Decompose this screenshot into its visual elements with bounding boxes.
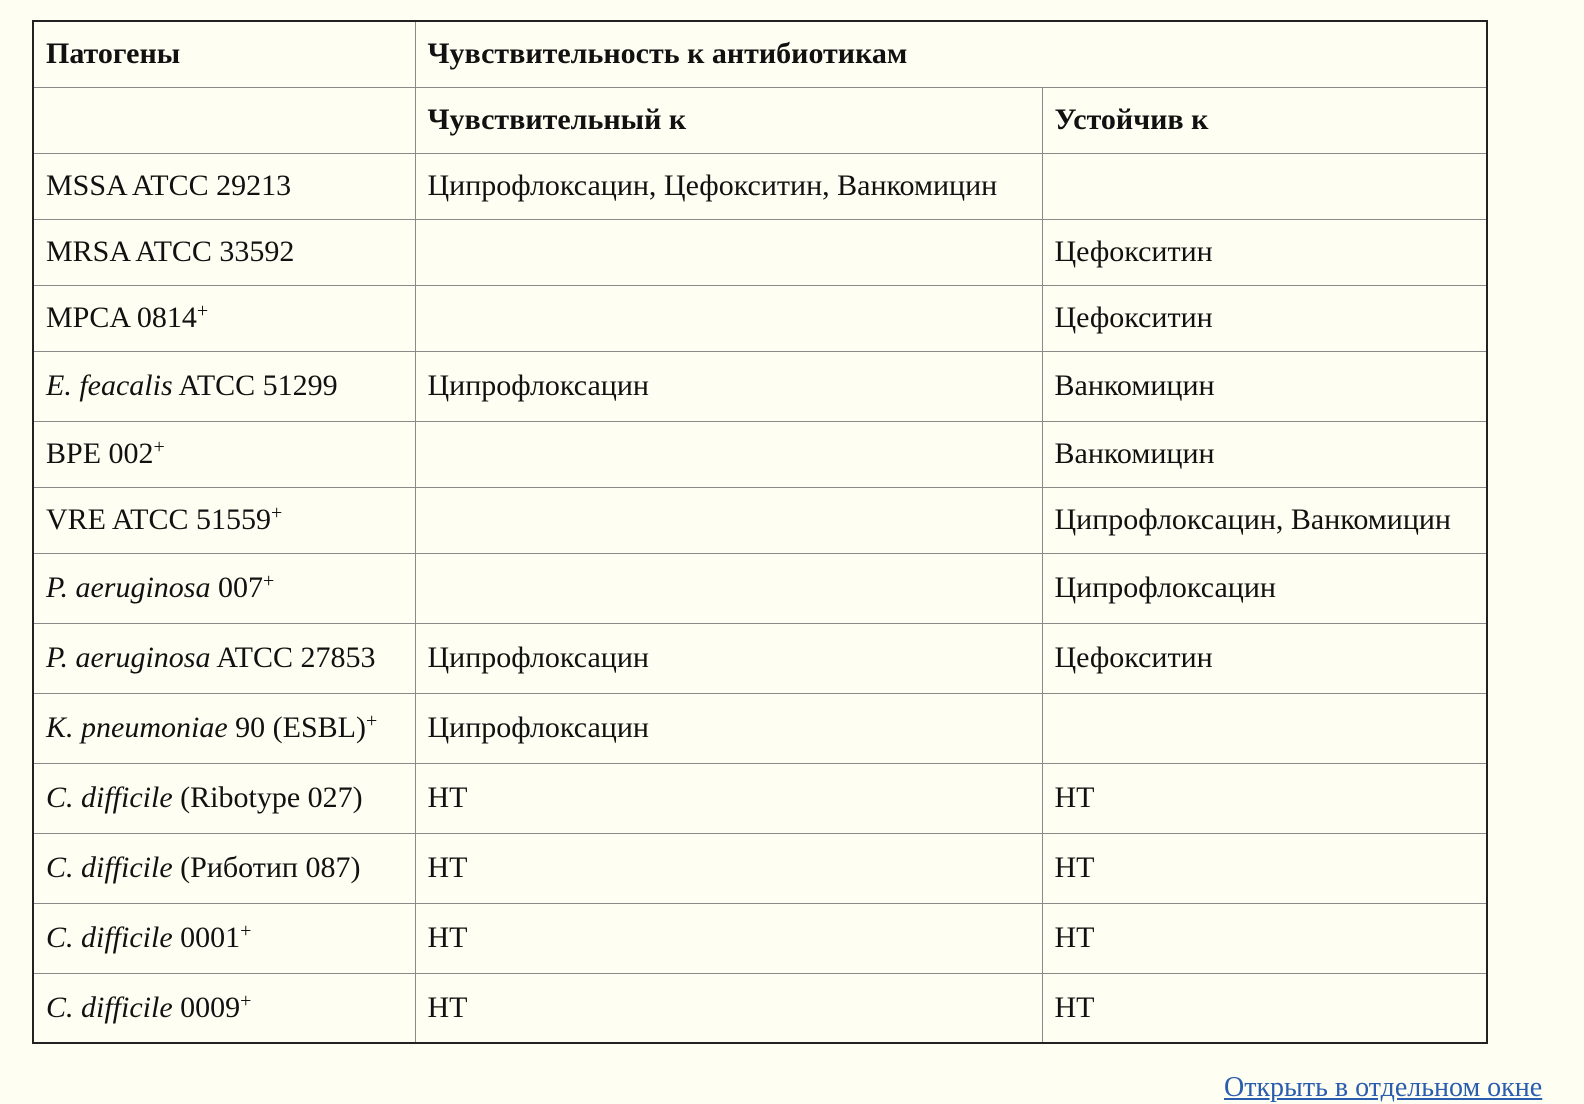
resistant-cell: Цефокситин <box>1042 623 1487 693</box>
table-row <box>33 903 1487 973</box>
pathogen-species: P. aeruginosa <box>46 641 211 674</box>
pathogen-cell <box>33 623 415 693</box>
pathogen-cell <box>33 153 415 219</box>
pathogen-strain: VRE ATCC 51559 <box>46 503 272 536</box>
sensitive-cell: НТ <box>415 763 1042 833</box>
sensitive-cell: НТ <box>415 903 1042 973</box>
pathogen-strain: ATCC 27853 <box>210 641 376 674</box>
table-body <box>33 153 1487 1043</box>
sensitive-cell <box>415 553 1042 623</box>
resistant-cell <box>1042 153 1487 219</box>
pathogen-strain: ATCC 51299 <box>172 369 338 402</box>
pathogen-species: E. feacalis <box>46 369 173 402</box>
pathogen-strain: 90 (ESBL) <box>227 711 366 744</box>
pathogen-cell <box>33 421 415 487</box>
resistant-cell: Цефокситин <box>1042 219 1487 285</box>
table-row <box>33 421 1487 487</box>
pathogen-strain: MPCA 0814 <box>46 301 197 334</box>
pathogen-cell <box>33 833 415 903</box>
pathogen-cell <box>33 219 415 285</box>
pathogen-cell <box>33 903 415 973</box>
pathogen-cell <box>33 487 415 553</box>
pathogen-strain: 0009 <box>172 990 241 1024</box>
superscript-marker: + <box>262 570 275 592</box>
superscript-marker: + <box>153 436 165 458</box>
sensitive-cell: НТ <box>415 973 1042 1043</box>
pathogen-species: C. difficile <box>46 990 173 1024</box>
sensitive-cell: Ципрофлоксацин <box>415 351 1042 421</box>
antibiotic-sensitivity-table <box>32 20 1488 1044</box>
resistant-cell: НТ <box>1042 973 1487 1043</box>
table-row <box>33 693 1487 763</box>
sensitive-cell: Ципрофлоксацин <box>415 693 1042 763</box>
resistant-cell: НТ <box>1042 833 1487 903</box>
resistant-cell: Цефокситин <box>1042 285 1487 351</box>
pathogen-cell <box>33 973 415 1043</box>
table-row <box>33 219 1487 285</box>
pathogen-species: C. difficile <box>46 921 173 954</box>
sensitive-cell: Ципрофлоксацин <box>415 623 1042 693</box>
resistant-cell: Ванкомицин <box>1042 351 1487 421</box>
sensitive-cell <box>415 219 1042 285</box>
pathogen-strain: 007 <box>210 571 263 604</box>
pathogen-species: C. difficile <box>46 781 173 814</box>
table-row <box>33 623 1487 693</box>
table-row <box>33 833 1487 903</box>
table-row <box>33 763 1487 833</box>
pathogen-strain: MRSA ATCC 33592 <box>46 235 295 268</box>
resistant-cell: Ципрофлоксацин, Ванкомицин <box>1042 487 1487 553</box>
resistant-cell: Ципрофлоксацин <box>1042 553 1487 623</box>
superscript-marker: + <box>271 502 283 524</box>
table-row <box>33 973 1487 1043</box>
resistant-cell: НТ <box>1042 903 1487 973</box>
superscript-marker: + <box>240 989 252 1012</box>
resistant-cell <box>1042 693 1487 763</box>
pathogen-cell <box>33 693 415 763</box>
sensitive-cell <box>415 421 1042 487</box>
table-row <box>33 487 1487 553</box>
table-row <box>33 351 1487 421</box>
header-pathogens: Патогены <box>33 21 415 87</box>
table-row <box>33 553 1487 623</box>
pathogen-species: C. difficile <box>46 851 173 884</box>
pathogen-strain: BPE 002 <box>46 437 154 470</box>
pathogen-cell <box>33 351 415 421</box>
resistant-cell: Ванкомицин <box>1042 421 1487 487</box>
table-header <box>33 21 1487 153</box>
pathogen-cell <box>33 763 415 833</box>
sensitive-cell: Ципрофлоксацин, Цефокситин, Ванкомицин <box>415 153 1042 219</box>
pathogen-strain: MSSA ATCC 29213 <box>46 169 292 202</box>
resistant-cell: НТ <box>1042 763 1487 833</box>
table-row <box>33 153 1487 219</box>
pathogen-cell <box>33 285 415 351</box>
open-in-new-window-link[interactable]: Открыть в отдельном окне <box>1224 1072 1543 1103</box>
pathogen-species: K. pneumoniae <box>46 711 228 744</box>
sensitive-cell <box>415 487 1042 553</box>
sensitive-cell <box>415 285 1042 351</box>
superscript-marker: + <box>240 920 252 942</box>
pathogen-strain: (Ribotype 027) <box>172 781 363 814</box>
pathogen-strain: (Риботип 087) <box>172 851 361 884</box>
header-sensitivity: Чувствительность к антибиотикам <box>415 21 1487 87</box>
superscript-marker: + <box>196 300 209 322</box>
pathogen-species: P. aeruginosa <box>46 571 211 604</box>
pathogen-cell <box>33 553 415 623</box>
pathogen-strain: 0001 <box>172 921 241 954</box>
header-sensitive-to: Чувствительный к <box>415 87 1042 153</box>
sensitive-cell: НТ <box>415 833 1042 903</box>
table-row <box>33 285 1487 351</box>
header-resistant-to: Устойчив к <box>1042 87 1487 153</box>
superscript-marker: + <box>365 710 378 732</box>
header-empty <box>33 87 415 153</box>
